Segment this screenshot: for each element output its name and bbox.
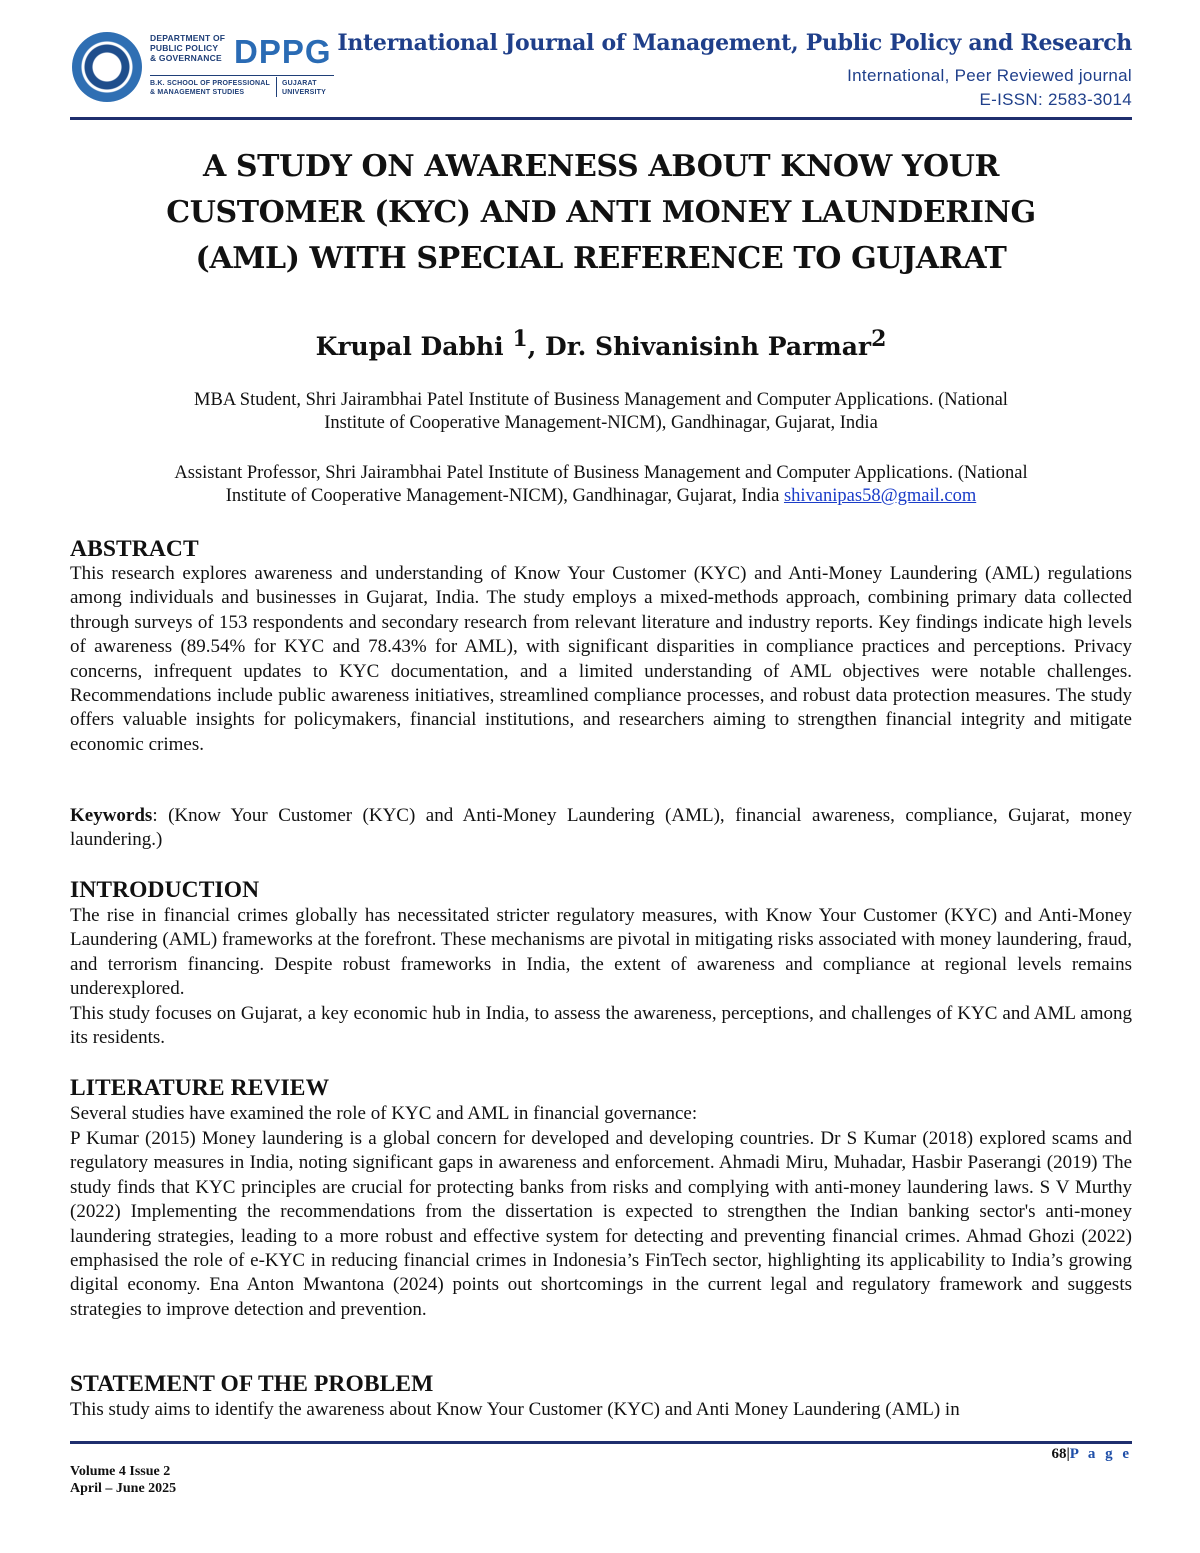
title-line-1: A STUDY ON AWARENESS ABOUT KNOW YOUR bbox=[202, 149, 1000, 184]
logo-acronym: DPPG bbox=[234, 33, 332, 70]
keywords-text: : (Know Your Customer (KYC) and Anti-Money Laundering (AML), financial awareness, compliance, Gujarat, money laundering.) bbox=[70, 805, 1132, 851]
logo-univ-line1: GUJARAT bbox=[282, 80, 317, 87]
logo-school-line1: B.K. SCHOOL OF PROFESSIONAL bbox=[150, 80, 271, 87]
paper-title bbox=[70, 144, 1132, 282]
page-label: P a g e bbox=[1069, 1446, 1132, 1462]
title-line-3: (AML) WITH SPECIAL REFERENCE TO GUJARAT bbox=[195, 241, 1007, 276]
footer-date: April – June 2025 bbox=[70, 1481, 177, 1496]
introduction-paragraph-2: This study focuses on Gujarat, a key economic hub in India, to assess the awareness, perceptions, and challenges of KYC and AML among its residents. bbox=[70, 1003, 1132, 1049]
author-2: Dr. Shivanisinh Parmar bbox=[545, 332, 872, 361]
journal-title: International Journal of Management, Public Policy and Research bbox=[337, 30, 1132, 56]
keywords-label: Keywords bbox=[70, 805, 153, 826]
keywords bbox=[70, 804, 1132, 853]
page-number-value: 68 bbox=[1051, 1446, 1067, 1462]
author-2-mark: 2 bbox=[871, 326, 887, 352]
affiliation-2 bbox=[70, 462, 1132, 508]
author-email-link[interactable]: shivanipas58@gmail.com bbox=[783, 486, 977, 506]
affiliation-2-line2 bbox=[70, 485, 1132, 508]
title-line-2: CUSTOMER (KYC) AND ANTI MONEY LAUNDERING bbox=[166, 195, 1036, 230]
affiliation-1-line2: Institute of Cooperative Management-NICM), Gandhinagar, Gujarat, India bbox=[324, 413, 878, 433]
journal-eissn: E-ISSN: 2583-3014 bbox=[979, 90, 1132, 109]
literature-review-intro: Several studies have examined the role of KYC and AML in financial governance: bbox=[70, 1103, 698, 1124]
abstract-text: This research explores awareness and understanding of Know Your Customer (KYC) and Anti-Money Laundering (AML) regulations among individuals and businesses in Gujarat, India. The study employs a mixed-methods approach, combining primary data collected through surveys of 153 respondents and secondary research from relevant literature and industry reports. Key findings indicate high levels of awareness (89.54% for KYC and 78.43% for AML), with significant disparities in compliance practices and perceptions. Privacy concerns, infrequent updates to KYC documentation, and a limited understanding of AML objectives were notable challenges. Recommendations include public awareness initiatives, streamlined compliance processes, and robust data protection measures. The study offers valuable insights for policymakers, financial institutions, and researchers aiming to strengthen financial integrity and mitigate economic crimes. bbox=[70, 563, 1132, 755]
logo-school-line2: & MANAGEMENT STUDIES bbox=[150, 89, 245, 96]
logo-dept-line2: PUBLIC POLICY bbox=[150, 43, 219, 53]
affiliation-2-line2-text: Institute of Cooperative Management-NICM), Gandhinagar, Gujarat, India bbox=[225, 486, 780, 506]
author-1-mark: 1 bbox=[512, 326, 528, 352]
header-rule bbox=[70, 117, 1132, 120]
problem-statement-heading: STATEMENT OF THE PROBLEM bbox=[70, 1371, 434, 1397]
footer-rule bbox=[70, 1441, 1132, 1444]
author-1: Krupal Dabhi bbox=[315, 332, 504, 361]
page-number-separator: | bbox=[1066, 1446, 1070, 1462]
affiliation-1 bbox=[70, 389, 1132, 435]
abstract-heading: ABSTRACT bbox=[70, 536, 199, 562]
introduction-paragraph-1: The rise in financial crimes globally has necessitated stricter regulatory measures, with Know Your Customer (KYC) and Anti-Money Laundering (AML) frameworks at the forefront. These mechanisms are pivotal in mitigating risks associated with money laundering, fraud, and terrorism financing. Despite robust frameworks in India, the extent of awareness and compliance at regional levels remains underexplored. bbox=[70, 905, 1132, 1000]
affiliation-2-line1: Assistant Professor, Shri Jairambhai Patel Institute of Business Management and Computer Applications. (National bbox=[174, 463, 1028, 483]
footer-volume: Volume 4 Issue 2 bbox=[70, 1464, 171, 1479]
literature-review-body: P Kumar (2015) Money laundering is a global concern for developed and developing countries. Dr S Kumar (2018) explored scams and regulatory measures in India, noting significant gaps in awareness and enforcement. Ahmadi Miru, Muhadar, Hasbir Paserangi (2019) The study finds that KYC principles are crucial for protecting banks from risks and complying with anti-money laundering laws. S V Murthy (2022) Implementing the recommendations from the dissertation is expected to strengthen the Indian banking sector's anti-money laundering strategies, leading to a more robust and effective system for detecting and preventing financial crimes. Ahmad Ghozi (2022) emphasised the role of e-KYC in reducing financial crimes in Indonesia’s FinTech sector, highlighting its applicability to India’s growing digital economy. Ena Anton Mwantona (2024) points out shortcomings in the current legal and regulatory framework and suggests strategies to improve detection and prevention. bbox=[70, 1128, 1132, 1320]
logo-dept-line3: & GOVERNANCE bbox=[150, 53, 222, 63]
author-separator: , bbox=[527, 332, 546, 361]
logo-divider bbox=[150, 75, 334, 76]
journal-subtitle: International, Peer Reviewed journal bbox=[847, 66, 1132, 85]
dppg-emblem-icon bbox=[72, 32, 142, 102]
authors bbox=[70, 326, 1132, 364]
logo-dept-line1: DEPARTMENT OF bbox=[150, 33, 226, 43]
problem-statement-text: This study aims to identify the awareness about Know Your Customer (KYC) and Anti Money Laundering (AML) in bbox=[70, 1399, 960, 1420]
logo-vertical-divider bbox=[276, 77, 277, 97]
dppg-logo bbox=[70, 26, 340, 106]
journal-header bbox=[70, 22, 1132, 118]
logo-univ-line2: UNIVERSITY bbox=[282, 89, 327, 96]
affiliation-1-line1: MBA Student, Shri Jairambhai Patel Institute of Business Management and Computer Applications. (National bbox=[194, 390, 1008, 410]
literature-review-heading: LITERATURE REVIEW bbox=[70, 1075, 330, 1101]
introduction-heading: INTRODUCTION bbox=[70, 877, 260, 903]
page-number bbox=[1051, 1446, 1132, 1463]
